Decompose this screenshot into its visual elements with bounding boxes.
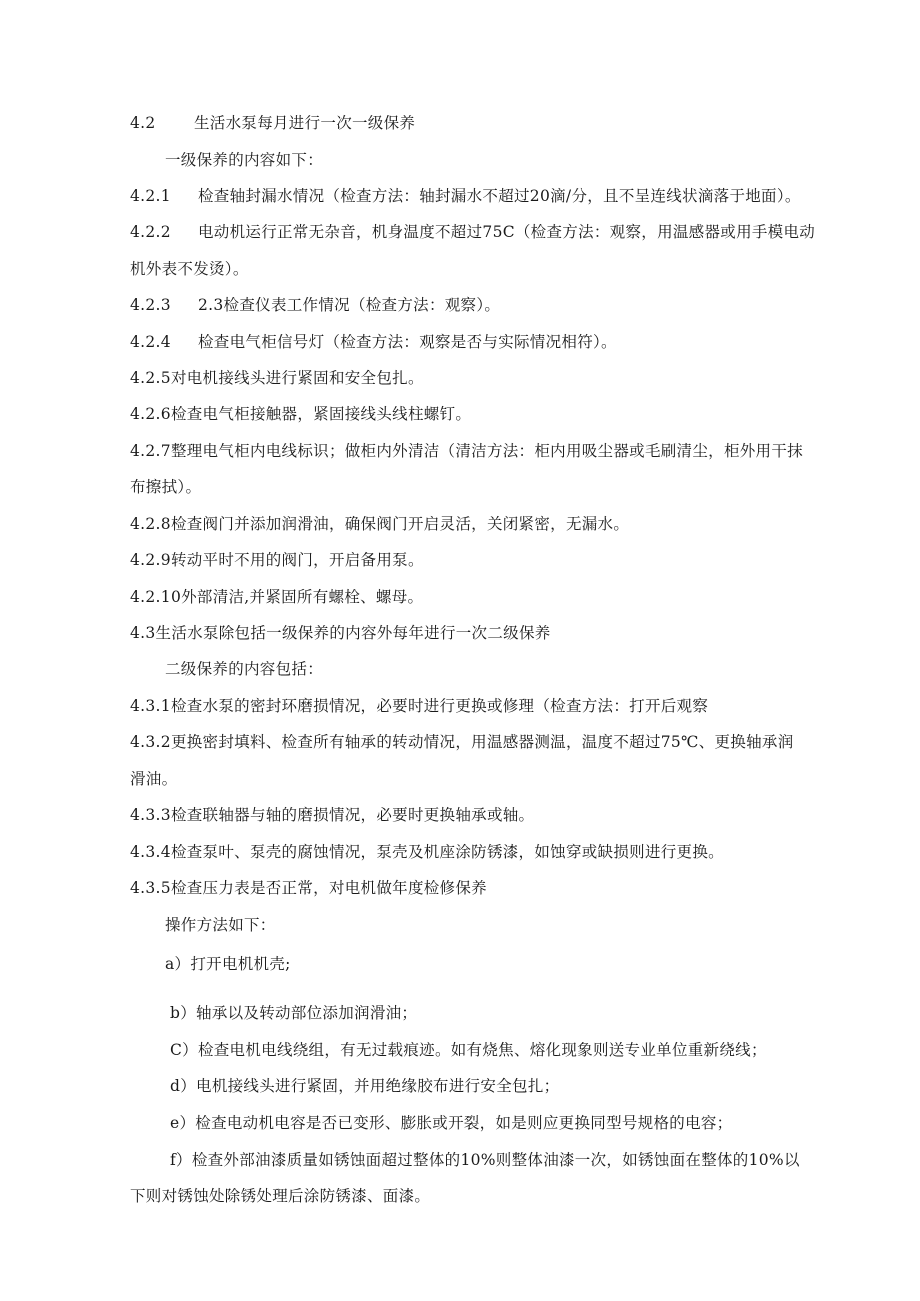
item-4-2-10 xyxy=(130,587,423,607)
list-item-d xyxy=(170,1076,559,1096)
line-text: 检查电气柜信号灯（检查方法：观察是否与实际情况相符）。 xyxy=(198,333,617,351)
paragraph-line xyxy=(165,150,323,170)
item-4-3-2 xyxy=(130,732,794,752)
section-4-3-heading xyxy=(130,623,551,643)
line-text: 4.2.10外部清洁,并紧固所有螺栓、螺母。 xyxy=(130,588,424,606)
line-text: e）检查电动机电容是否已变形、膨胀或开裂，如是则应更换同型号规格的电容； xyxy=(170,1114,733,1132)
line-text: 4.2.6检查电气柜接触器，紧固接线头线柱螺钉。 xyxy=(130,405,472,423)
line-text: 下则对锈蚀处除锈处理后涂防锈漆、面漆。 xyxy=(130,1187,431,1205)
item-4-2-5 xyxy=(130,368,424,388)
list-item-b xyxy=(170,1003,417,1023)
section-4-2-heading xyxy=(130,113,415,133)
line-text: 4.3生活水泵除包括一级保养的内容外每年进行一次二级保养 xyxy=(130,624,551,642)
item-4-3-4 xyxy=(130,842,724,862)
line-text: 4.2.8检查阀门并添加润滑油，确保阀门开启灵活，关闭紧密，无漏水。 xyxy=(130,515,630,533)
list-item-c xyxy=(170,1040,767,1060)
item-4-2-8 xyxy=(130,514,629,534)
line-text: 4.3.3检查联轴器与轴的磨损情况，必要时更换轴承或轴。 xyxy=(130,806,535,824)
line-text: f）检查外部油漆质量如锈蚀面超过整体的10%则整体油漆一次，如锈蚀面在整体的10%以 xyxy=(170,1151,800,1169)
line-text: 布擦拭）。 xyxy=(130,478,202,496)
line-text: 4.2.7整理电气柜内电线标识；做柜内外清洁（清洁方法：柜内用吸尘器或毛刷清尘，柜外用干抹 xyxy=(130,442,803,460)
line-text: b）轴承以及转动部位添加润滑油； xyxy=(170,1004,418,1022)
line-text: 检查轴封漏水情况（检查方法：轴封漏水不超过20滴/分，且不呈连线状滴落于地面）。 xyxy=(198,187,801,205)
item-4-3-5 xyxy=(130,878,487,898)
line-text: 滑油。 xyxy=(130,770,178,788)
paragraph-line xyxy=(130,769,177,789)
line-text: 机外表不发烫）。 xyxy=(130,260,249,278)
line-text: 二级保养的内容包括： xyxy=(165,660,324,678)
line-text: d）电机接线头进行紧固，并用绝缘胶布进行安全包扎； xyxy=(170,1077,560,1095)
item-number: 4.2.4 xyxy=(130,333,171,351)
item-4-2-1 xyxy=(130,186,801,206)
item-4-2-6 xyxy=(130,404,471,424)
list-item-e xyxy=(170,1113,732,1133)
item-number: 4.2.1 xyxy=(130,187,171,205)
line-text: 操作方法如下： xyxy=(165,916,276,934)
list-item-f xyxy=(170,1150,800,1170)
line-text: 2.3检查仪表工作情况（检查方法：观察）。 xyxy=(198,296,501,314)
item-4-2-3 xyxy=(130,295,500,315)
line-text: 生活水泵每月进行一次一级保养 xyxy=(194,114,416,132)
item-number: 4.2.2 xyxy=(130,223,171,241)
line-text: 4.2.5对电机接线头进行紧固和安全包扎。 xyxy=(130,369,424,387)
paragraph-line xyxy=(130,259,249,279)
line-text: 一级保养的内容如下： xyxy=(165,151,324,169)
item-4-2-9 xyxy=(130,550,424,570)
list-item-a xyxy=(165,954,291,974)
line-text: 4.3.2更换密封填料、检查所有轴承的转动情况，用温感器测温，温度不超过75℃、更换轴承润 xyxy=(130,733,794,751)
line-text: C）检查电机电线绕组，有无过载痕迹。如有烧焦、熔化现象则送专业单位重新绕线； xyxy=(170,1041,767,1059)
item-4-3-1 xyxy=(130,696,708,716)
line-text: 电动机运行正常无杂音，机身温度不超过75C（检查方法：观察，用温感器或用手模电动 xyxy=(198,223,816,241)
item-4-2-4 xyxy=(130,332,617,352)
item-4-3-3 xyxy=(130,805,534,825)
line-text: 4.3.1检查水泵的密封环磨损情况，必要时进行更换或修理（检查方法：打开后观察 xyxy=(130,697,709,715)
line-text: 4.2.9转动平时不用的阀门，开启备用泵。 xyxy=(130,551,424,569)
line-text: 4.3.4检查泵叶、泵壳的腐蚀情况，泵壳及机座涂防锈漆，如蚀穿或缺损则进行更换。 xyxy=(130,843,724,861)
line-text: a）打开电机机壳; xyxy=(165,955,291,973)
item-number: 4.2.3 xyxy=(130,296,171,314)
paragraph-line xyxy=(130,477,201,497)
item-4-2-7 xyxy=(130,441,803,461)
paragraph-line xyxy=(165,659,323,679)
paragraph-line xyxy=(165,915,276,935)
item-4-2-2 xyxy=(130,222,815,242)
line-text: 4.3.5检查压力表是否正常，对电机做年度检修保养 xyxy=(130,879,487,897)
paragraph-line xyxy=(130,1186,430,1206)
section-number: 4.2 xyxy=(130,114,156,132)
